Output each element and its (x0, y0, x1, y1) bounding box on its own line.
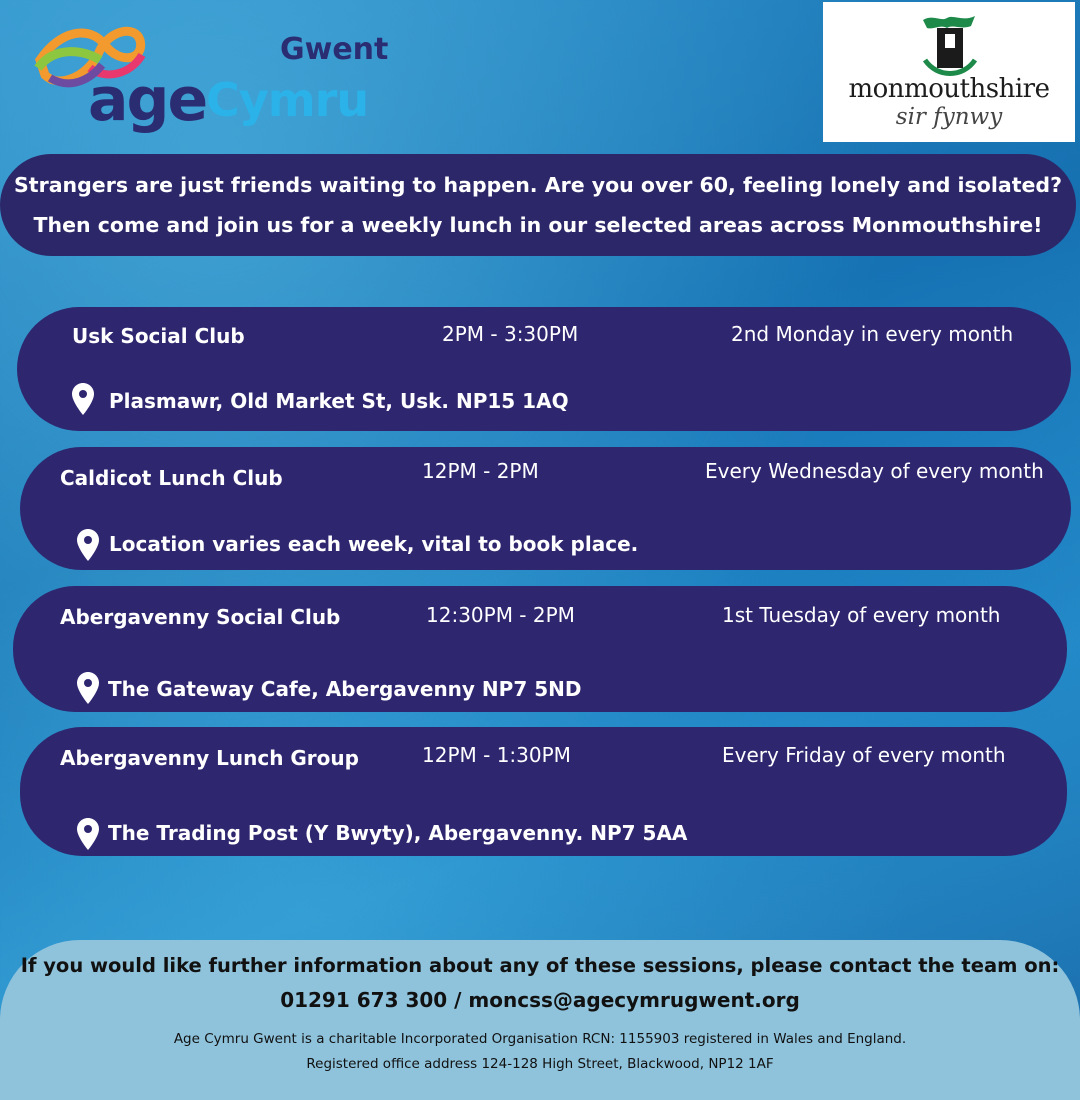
location-pin-icon (77, 818, 99, 850)
session-name: Caldicot Lunch Club (60, 466, 283, 490)
monmouthshire-logo (823, 2, 1075, 142)
contact-intro: If you would like further information about any of these sessions, please contact the team on: (20, 954, 1060, 977)
session-location: Location varies each week, vital to book place. (109, 532, 639, 556)
session-name: Abergavenny Social Club (60, 605, 341, 629)
logo-age-text: age (88, 65, 207, 135)
session-name: Abergavenny Lunch Group (60, 746, 359, 770)
intro-line-1: Strangers are just friends waiting to happen. Are you over 60, feeling lonely and isolated? (14, 173, 1062, 197)
session-time: 2PM - 3:30PM (442, 322, 579, 346)
session-location: Plasmawr, Old Market St, Usk. NP15 1AQ (109, 389, 569, 413)
intro-line-2: Then come and join us for a weekly lunch in our selected areas across Monmouthshire! (33, 213, 1043, 237)
monmouthshire-crest-icon (919, 12, 981, 78)
session-time: 12PM - 1:30PM (422, 743, 571, 767)
session-location: The Trading Post (Y Bwyty), Abergavenny. NP7 5AA (108, 821, 688, 845)
session-schedule: Every Wednesday of every month (705, 459, 1044, 483)
session-location: The Gateway Cafe, Abergavenny NP7 5ND (108, 677, 582, 701)
session-name: Usk Social Club (72, 324, 245, 348)
location-pin-icon (72, 383, 94, 415)
logo-monmouthshire-text: monmouthshire (848, 74, 1050, 104)
session-schedule: 1st Tuesday of every month (722, 603, 1001, 627)
session-schedule: Every Friday of every month (722, 743, 1006, 767)
contact-footer (0, 940, 1080, 1100)
logo-gwent-text: Gwent (280, 32, 389, 67)
registered-office-text: Registered office address 124-128 High Street, Blackwood, NP12 1AF (306, 1056, 774, 1072)
logo-cymru-text: Cymru (206, 73, 369, 127)
logo-sir-fynwy-text: sir fynwy (895, 104, 1003, 130)
session-card-abergavenny-social-club (13, 586, 1067, 712)
session-card-abergavenny-lunch-group (20, 727, 1067, 856)
session-schedule: 2nd Monday in every month (731, 322, 1014, 346)
contact-details: 01291 673 300 / moncss@agecymrugwent.org (280, 988, 800, 1012)
location-pin-icon (77, 672, 99, 704)
session-time: 12:30PM - 2PM (426, 603, 575, 627)
age-cymru-gwent-logo (30, 20, 389, 140)
session-time: 12PM - 2PM (422, 459, 539, 483)
charity-registration-text: Age Cymru Gwent is a charitable Incorporated Organisation RCN: 1155903 registered in Wales and England. (173, 1031, 907, 1047)
intro-banner (0, 154, 1076, 256)
session-card-usk-social-club (17, 307, 1071, 431)
location-pin-icon (77, 529, 99, 561)
session-card-caldicot-lunch-club (20, 447, 1071, 570)
